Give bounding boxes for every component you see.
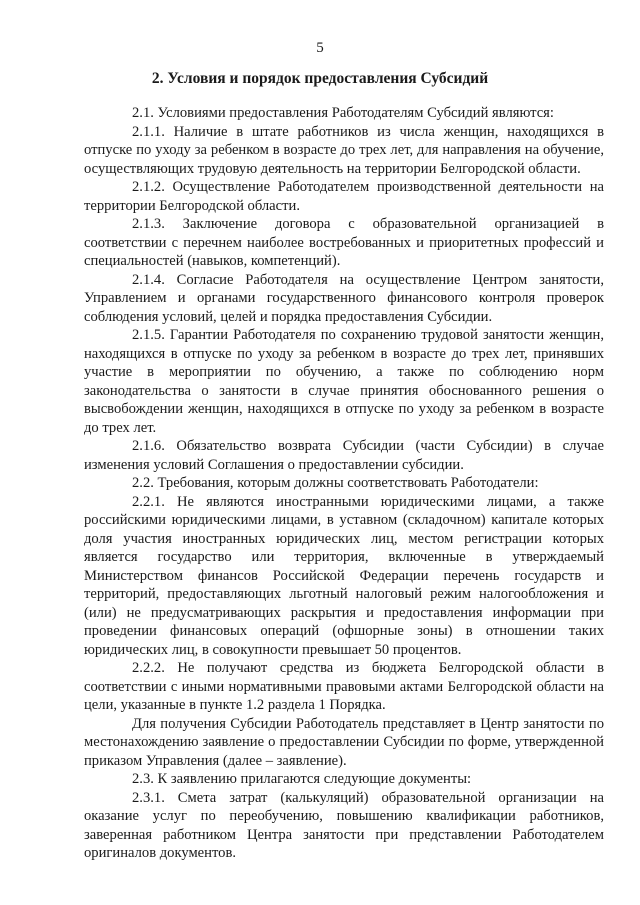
paragraph-2-2: 2.2. Требования, которым должны соответствовать Работодатели: — [132, 475, 539, 491]
paragraph-2-1-4: 2.1.4. Согласие Работодателя на осуществление Центром занятости, Управлением и органами государственного финансового контроля проверок соблюдения условий, целей и порядка предоставления Субсидии. — [84, 271, 604, 325]
section-body — [84, 104, 604, 863]
paragraph-2-1-5: 2.1.5. Гарантии Работодателя по сохранению трудовой занятости женщин, находящихся в отпуске по уходу за ребенком в возрасте до трех лет, принявших участие в мероприятии по обучению, а также по соблюдению норм законодательства о занятости в случае принятия обоснованного решения о высвобождении женщин, находящихся в отпуске по уходу за ребенком в возрасте до трех лет. — [84, 327, 604, 436]
paragraph-2-3-1: 2.3.1. Смета затрат (калькуляций) образовательной организации на оказание услуг по переобучению, повышению квалификации работников, заверенная работником Центра занятости при представлении Работодателем оригиналов документов. — [84, 789, 604, 861]
paragraph-2-2-2: 2.2.2. Не получают средства из бюджета Белгородской области в соответствии с иными нормативными правовыми актами Белгородской области на цели, указанные в пункте 1.2 раздела 1 Порядка. — [84, 660, 604, 713]
section-heading: 2. Условия и порядок предоставления Субсидий — [151, 70, 489, 87]
paragraph-2-2-1: 2.2.1. Не являются иностранными юридическими лицами, а также российскими юридическими лицами, в уставном (складочном) капитале которых доля участия иностранных юридических лиц, местом регистрации которых является государство или территория, включенные в утверждаемый Министерством финансов Российской Федерации перечень государств и территорий, предоставляющих льготный налоговый режим налогообложения и (или) не предусматривающих раскрытия и предоставления информации при проведении финансовых операций (офшорные зоны) в отношении таких юридических лиц, в совокупности превышает 50 процентов. — [84, 493, 604, 658]
paragraph-2-1-3: 2.1.3. Заключение договора с образовательной организацией в соответствии с перечнем наиболее востребованных и приоритетных профессий и специальностей (навыков, компетенций). — [84, 216, 604, 269]
paragraph-2-3: 2.3. К заявлению прилагаются следующие документы: — [132, 771, 472, 787]
paragraph-application: Для получения Субсидии Работодатель представляет в Центр занятости по местонахождению заявление о предоставлении Субсидии по форме, утвержденной приказом Управления (далее – заявление). — [84, 715, 604, 769]
paragraph-2-1-1: 2.1.1. Наличие в штате работников из числа женщин, находящихся в отпуске по уходу за ребенком в возрасте до трех лет, для направления на обучение, осуществляющих трудовую деятельность на территории Белгородской области. — [84, 123, 604, 177]
paragraph-2-1: 2.1. Условиями предоставления Работодателям Субсидий являются: — [132, 105, 554, 121]
paragraph-2-1-2: 2.1.2. Осуществление Работодателем производственной деятельности на территории Белгородской области. — [84, 179, 604, 214]
page-number: 5 — [316, 40, 324, 56]
paragraph-2-1-6: 2.1.6. Обязательство возврата Субсидии (части Субсидии) в случае изменения условий Соглашения о предоставлении субсидии. — [84, 438, 604, 473]
